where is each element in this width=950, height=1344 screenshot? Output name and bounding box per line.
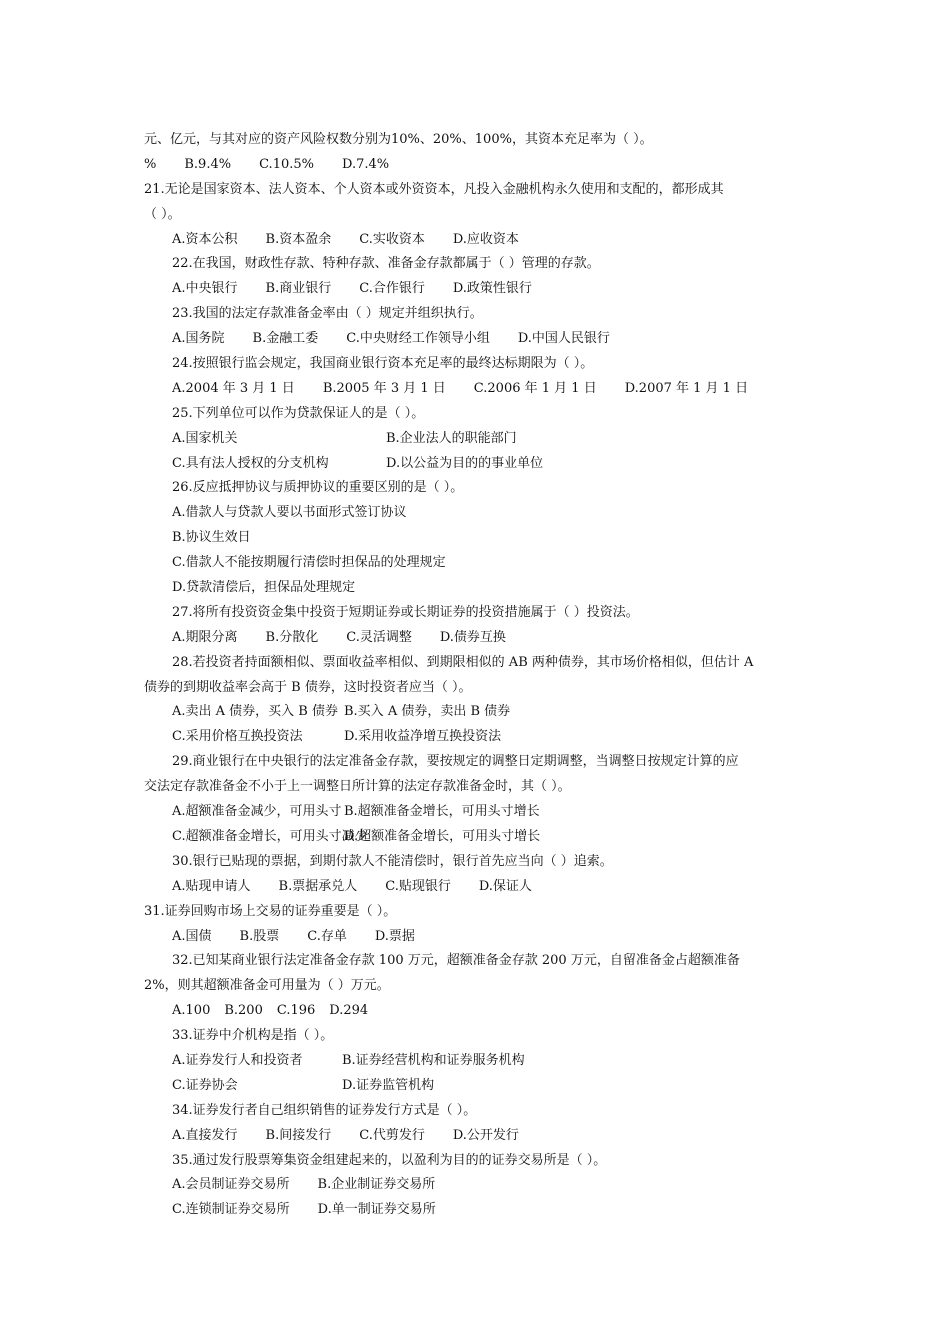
option-item: D.中国人民银行 bbox=[517, 331, 610, 347]
option-item: D.政策性银行 bbox=[452, 281, 532, 297]
option-item: C.10.5% bbox=[259, 156, 314, 172]
option-item: C.证券协会 bbox=[172, 1077, 238, 1093]
options-line bbox=[144, 1198, 814, 1223]
option-item: B.票据承兑人 bbox=[278, 878, 358, 894]
text-line: 22.在我国，财政性存款、特种存款、准备金存款都属于（ ）管理的存款。 bbox=[172, 256, 600, 272]
options-line bbox=[144, 1124, 814, 1149]
option-item: C.2006 年 1 月 1 日 bbox=[473, 380, 597, 396]
option-item: B.金融工委 bbox=[252, 331, 319, 347]
text-line: 21.无论是国家资本、法人资本、个人资本或外资资本，凡投入金融机构永久使用和支配的，都形成其 bbox=[144, 181, 724, 197]
options-line bbox=[144, 1074, 814, 1099]
options-line bbox=[144, 1049, 814, 1074]
option-item: A.期限分离 bbox=[172, 629, 238, 645]
option-item: A.证券发行人和投资者 bbox=[172, 1052, 303, 1068]
option-item: B.股票 bbox=[239, 928, 280, 944]
option-item: C.灵活调整 bbox=[346, 629, 412, 645]
option-item: D.票据 bbox=[374, 928, 415, 944]
text-line: B.协议生效日 bbox=[172, 530, 251, 546]
options-line bbox=[144, 277, 814, 302]
options-line bbox=[144, 800, 814, 825]
option-item: A.2004 年 3 月 1 日 bbox=[172, 380, 295, 396]
options-line bbox=[144, 875, 814, 900]
option-item: A.资本公积 bbox=[172, 231, 238, 247]
text-line: 35.通过发行股票筹集资金组建起来的，以盈利为目的的证券交易所是（ ）。 bbox=[172, 1152, 607, 1168]
option-item: D.采用收益净增互换投资法 bbox=[344, 729, 502, 745]
text-line: 34.证券发行者自己组织销售的证券发行方式是（ ）。 bbox=[172, 1102, 477, 1118]
option-item: % bbox=[144, 156, 157, 172]
options-line bbox=[144, 700, 814, 725]
text-line: D.贷款清偿后，担保品处理规定 bbox=[172, 580, 356, 596]
text-line: 债券的到期收益率会高于 B 债券，这时投资者应当（ ）。 bbox=[144, 679, 472, 695]
option-item: D.294 bbox=[329, 1003, 369, 1019]
option-item: B.证券经营机构和证券服务机构 bbox=[342, 1052, 525, 1068]
option-item: C.具有法人授权的分支机构 bbox=[172, 455, 329, 471]
option-item: B.分散化 bbox=[265, 629, 319, 645]
option-item: B.买入 A 债券，卖出 B 债券 bbox=[344, 704, 511, 720]
option-item: C.连锁制证券交易所 bbox=[172, 1202, 290, 1218]
text-line: 28.若投资者持面额相似、票面收益率相似、到期限相似的 AB 两种债券，其市场价格相似，但估计 A bbox=[172, 654, 754, 670]
text-line: 交法定存款准备金不小于上一调整日所计算的法定存款准备金时，其（ ）。 bbox=[144, 779, 571, 795]
text-line: 31.证券回购市场上交易的证券重要是（ ）。 bbox=[144, 903, 397, 919]
options-line bbox=[144, 825, 814, 850]
options-line bbox=[144, 427, 814, 452]
text-line: C.借款人不能按期履行清偿时担保品的处理规定 bbox=[172, 555, 446, 571]
text-line: 27.将所有投资资金集中投资于短期证券或长期证券的投资措施属于（ ）投资法。 bbox=[172, 604, 639, 620]
option-item: B.企业法人的职能部门 bbox=[386, 430, 517, 446]
option-item: B.9.4% bbox=[184, 156, 232, 172]
option-item: D.公开发行 bbox=[452, 1127, 519, 1143]
text-line: 29.商业银行在中央银行的法定准备金存款，要按规定的调整日定期调整，当调整日按规定计算的应 bbox=[172, 754, 739, 770]
option-item: C.中央财经工作领导小组 bbox=[346, 331, 490, 347]
options-line bbox=[144, 228, 814, 253]
option-item: A.超额准备金减少，可用头寸 bbox=[172, 804, 342, 820]
text-line: 24.按照银行监会规定，我国商业银行资本充足率的最终达标期限为（ ）。 bbox=[172, 356, 594, 372]
option-item: D.证券监管机构 bbox=[342, 1077, 435, 1093]
option-item: B.资本盈余 bbox=[265, 231, 332, 247]
option-item: B.超额准备金增长，可用头寸增长 bbox=[344, 804, 540, 820]
option-item: C.存单 bbox=[307, 928, 347, 944]
option-item: B.商业银行 bbox=[265, 281, 332, 297]
text-line: 2%，则其超额准备金可用量为（ ）万元。 bbox=[144, 978, 390, 994]
option-item: C.代剪发行 bbox=[359, 1127, 425, 1143]
option-item: D.7.4% bbox=[342, 156, 390, 172]
option-item: D.单一制证券交易所 bbox=[317, 1202, 436, 1218]
text-line: 元、亿元，与其对应的资产风险权数分别为10%、20%、100%，其资本充足率为（ ）。 bbox=[144, 132, 653, 147]
text-line: 23.我国的法定存款准备金率由（ ）规定并组织执行。 bbox=[172, 306, 483, 322]
exam-questions-text bbox=[144, 128, 814, 1223]
option-item: A.卖出 A 债券，买入 B 债券 bbox=[172, 704, 338, 720]
options-line bbox=[144, 626, 814, 651]
option-item: B.200 bbox=[224, 1003, 263, 1019]
option-item: C.196 bbox=[276, 1003, 316, 1019]
option-item: A.100 bbox=[172, 1003, 211, 1019]
option-item: D.超额准备金增长，可用头寸增长 bbox=[344, 828, 541, 844]
text-line: 25.下列单位可以作为贷款保证人的是（ ）。 bbox=[172, 405, 425, 421]
option-item: C.贴现银行 bbox=[385, 878, 451, 894]
options-line bbox=[144, 925, 814, 950]
options-line bbox=[144, 452, 814, 477]
option-item: C.采用价格互换投资法 bbox=[172, 729, 303, 745]
text-line: 26.反应抵押协议与质押协议的重要区别的是（ ）。 bbox=[172, 480, 464, 496]
option-item: B.企业制证券交易所 bbox=[317, 1177, 436, 1193]
option-item: B.间接发行 bbox=[265, 1127, 332, 1143]
option-item: D.以公益为目的的事业单位 bbox=[386, 455, 544, 471]
option-item: A.国债 bbox=[172, 928, 212, 944]
option-item: D.债券互换 bbox=[439, 629, 506, 645]
option-item: C.合作银行 bbox=[359, 281, 425, 297]
option-item: D.应收资本 bbox=[452, 231, 519, 247]
option-item: B.2005 年 3 月 1 日 bbox=[322, 380, 446, 396]
options-line bbox=[144, 725, 814, 750]
option-item: A.国家机关 bbox=[172, 430, 238, 446]
options-line bbox=[144, 999, 814, 1024]
options-line bbox=[144, 153, 814, 178]
options-line bbox=[144, 1173, 814, 1198]
option-item: C.实收资本 bbox=[359, 231, 425, 247]
text-line: 30.银行已贴现的票据，到期付款人不能清偿时，银行首先应当向（ ）追索。 bbox=[172, 853, 613, 869]
option-item: C.超额准备金增长，可用头寸减少 bbox=[172, 828, 368, 844]
option-item: A.会员制证券交易所 bbox=[172, 1177, 290, 1193]
option-item: D.保证人 bbox=[478, 878, 532, 894]
text-line: （ ）。 bbox=[144, 206, 181, 222]
text-line: 33.证券中介机构是指（ ）。 bbox=[172, 1028, 334, 1044]
option-item: A.直接发行 bbox=[172, 1127, 238, 1143]
option-item: A.国务院 bbox=[172, 331, 225, 347]
text-line: A.借款人与贷款人要以书面形式签订协议 bbox=[172, 505, 407, 521]
text-line: 32.已知某商业银行法定准备金存款 100 万元，超额准备金存款 200 万元，自留准备金占超额准备 bbox=[172, 953, 740, 969]
options-line bbox=[144, 327, 814, 352]
option-item: A.中央银行 bbox=[172, 281, 238, 297]
option-item: D.2007 年 1 月 1 日 bbox=[624, 380, 749, 396]
option-item: A.贴现申请人 bbox=[172, 878, 251, 894]
options-line bbox=[144, 377, 814, 402]
